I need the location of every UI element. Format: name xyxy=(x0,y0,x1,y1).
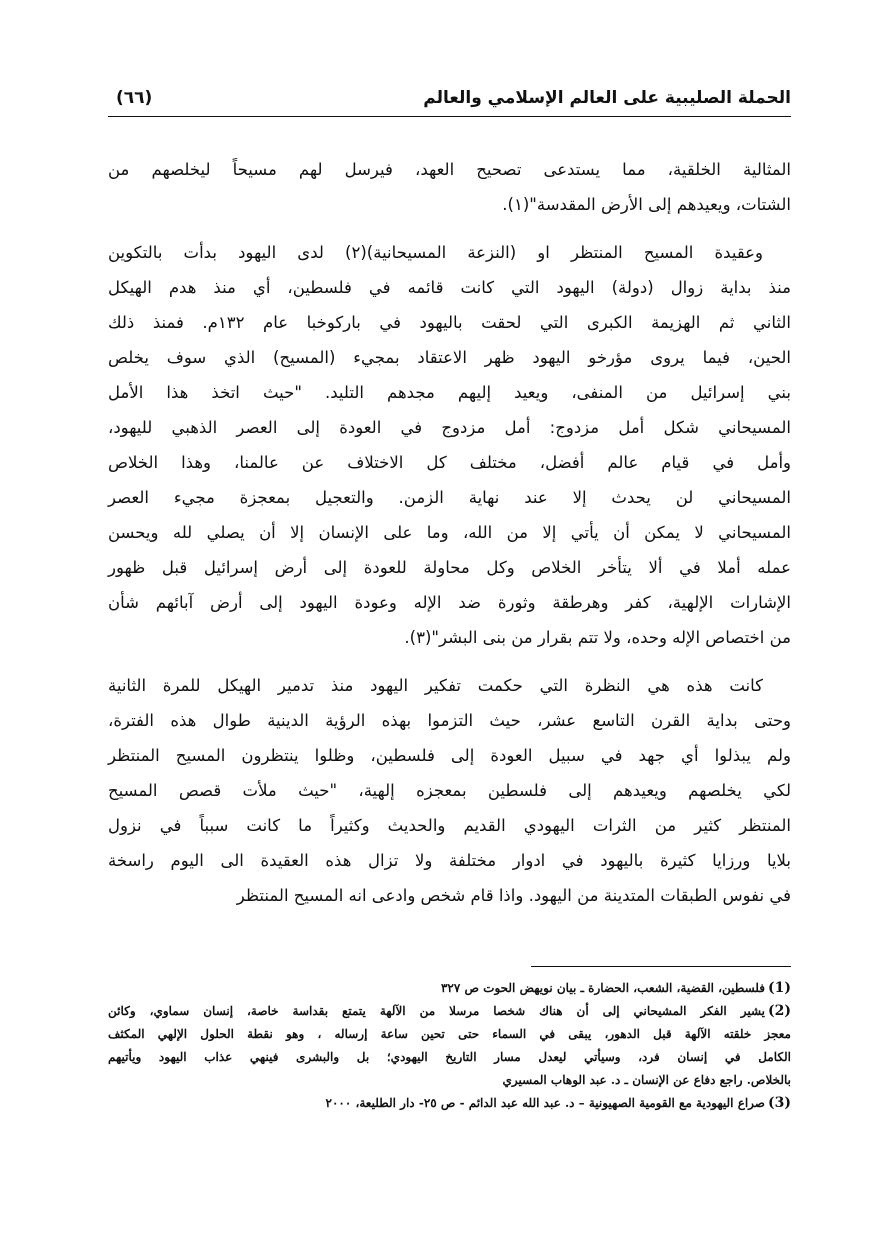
text-line: في نفوس الطبقات المتدينة من اليهود. واذا قام شخص وادعى انه المسيح المنتظر xyxy=(236,886,791,905)
footnote-marker: (1) xyxy=(768,980,791,996)
footnote-divider xyxy=(531,966,791,967)
footnote xyxy=(108,977,791,1000)
text-line: المسيحاني لا يمكن أن يأتي إلا من الله، وما على الإنسان إلا أن يصلي لله ويحسن xyxy=(108,523,791,542)
text-line: عمله أملا في ألا يتأخر الخلاص وكل محاولة للعودة إلى أرض إسرائيل قبل ظهور xyxy=(108,558,791,577)
footnotes xyxy=(108,966,791,1115)
text-line: المثالية الخلقية، مما يستدعى تصحيح العهد، فيرسل لهم مسيحاً ليخلصهم من xyxy=(108,160,791,179)
footnote-line xyxy=(108,1000,791,1023)
paragraph xyxy=(108,152,791,222)
text-line: من اختصاص الإله وحده، ولا تتم بقرار من بنى البشر"(٣). xyxy=(404,628,791,647)
footnote-text: فلسطين، القضية، الشعب، الحضارة ـ بيان نويهض الحوت ص ٣٢٧ xyxy=(440,981,765,995)
footnote-line xyxy=(108,1046,791,1069)
text-line: الحين، فيما يروى مؤرخو اليهود ظهر الاعتقاد بمجيء (المسيح) الذي سوف يخلص xyxy=(108,348,791,367)
footnote-text: الكامل في إنسان فرد، وسيأتي ليعدل مسار التاريخ اليهودي؛ بل والبشرى فينهي عذاب اليهود ويأتيهم xyxy=(108,1050,791,1064)
text-line: لكي يخلصهم ويعيدهم إلى فلسطين بمعجزه إلهية، "حيث ملأت قصص المسيح xyxy=(108,781,791,800)
text-line: الشتات، ويعيدهم إلى الأرض المقدسة"(١). xyxy=(502,195,791,214)
page-header xyxy=(108,86,791,117)
page-number: (٦٦) xyxy=(116,88,153,108)
footnote-marker: (2) xyxy=(768,1003,791,1019)
paragraph xyxy=(108,235,791,655)
text-line: المنتظر كثير من الثرات اليهودي القديم والحديث وكثيراً ما كانت سبباً في نزول xyxy=(108,816,791,835)
text-line: منذ بداية زوال (دولة) اليهود التي كانت قائمه في فلسطين، أي منذ هدم الهيكل xyxy=(108,278,791,297)
text-line: بلايا ورزايا كثيرة باليهود في ادوار مختلفة ولا تزال هذه العقيدة الى اليوم راسخة xyxy=(108,851,791,870)
text-line: الثاني ثم الهزيمة الكبرى التي لحقت باليهود في باركوخبا عام ١٣٢م. فمنذ ذلك xyxy=(108,313,791,332)
footnote-text: صراع اليهودية مع القومية الصهيونية – د. عبد الله عبد الدائم - ص ٢٥- دار الطليعة، ٢٠٠٠ xyxy=(325,1096,765,1110)
body-text xyxy=(108,152,791,926)
footnote xyxy=(108,1000,791,1092)
text-line: وأمل في قيام عالم أفضل، مختلف كل الاختلاف عن عالمنا، وهذا الخلاص xyxy=(108,453,791,472)
text-line: كانت هذه هي النظرة التي حكمت تفكير اليهود منذ تدمير الهيكل للمرة الثانية xyxy=(108,676,763,695)
text-line: الإشارات الإلهية، كفر وهرطقة وثورة ضد الإله وعودة اليهود إلى أرض آبائهم شأن xyxy=(108,593,791,612)
running-title: الحملة الصليبية على العالم الإسلامي والعالم xyxy=(423,88,791,108)
footnote-line xyxy=(108,1069,791,1092)
text-line: المسيحاني لن يحدث إلا عند نهاية الزمن. والتعجيل بمعجزة مجيء العصر xyxy=(108,488,791,507)
text-line: ولم يبذلوا أي جهد في سبيل العودة إلى فلسطين، وظلوا ينتظرون المسيح المنتظر xyxy=(108,746,791,765)
text-line: المسيحاني شكل أمل مزدوج: أمل مزدوج في العودة إلى العصر الذهبي لليهود، xyxy=(108,418,791,437)
text-line: بني إسرائيل من المنفى، ويعيد إليهم مجدهم التليد. "حيث اتخذ هذا الأمل xyxy=(108,383,791,402)
text-line: وعقيدة المسيح المنتظر او (النزعة المسيحانية)(٢) لدى اليهود بدأت بالتكوين xyxy=(108,243,763,262)
paragraph xyxy=(108,668,791,913)
footnote-text: يشير الفكر المشيحاني إلى أن هناك شخصا مرسلا من الآلهة يتمتع بقداسة خاصة، إنسان سماوي، وكائن xyxy=(108,1004,765,1018)
footnote-text: بالخلاص. راجع دفاع عن الإنسان ـ د. عبد الوهاب المسيري xyxy=(502,1073,791,1087)
text-line: وحتى بداية القرن التاسع عشر، حيث التزموا بهذه الرؤية الدينية طوال هذه الفترة، xyxy=(108,711,791,730)
footnote-line xyxy=(108,977,791,1000)
footnote-marker: (3) xyxy=(768,1095,791,1111)
footnote-line xyxy=(108,1023,791,1046)
footnote-text: معجز خلقته الآلهة قبل الدهور، يبقى في السماء حتى تحين ساعة إرساله ، وهو نقطة الحلول الإلهي المكثف xyxy=(108,1027,791,1041)
footnote xyxy=(108,1092,791,1115)
footnote-line xyxy=(108,1092,791,1115)
